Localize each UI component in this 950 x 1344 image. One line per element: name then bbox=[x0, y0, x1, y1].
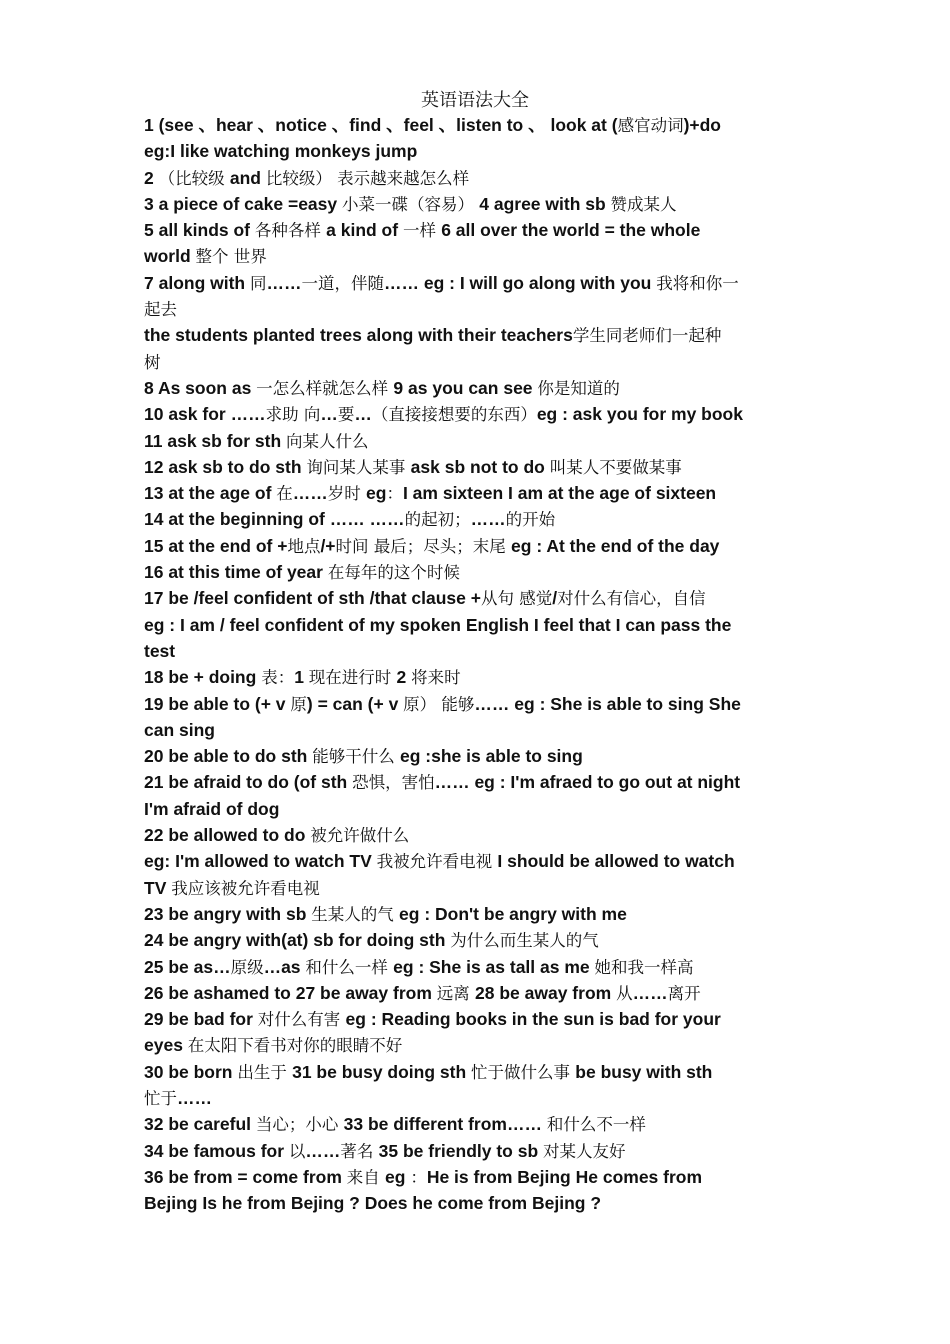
chinese-text: ： bbox=[410, 1167, 427, 1187]
text-line bbox=[144, 638, 816, 664]
chinese-text: 她和我一样高 bbox=[594, 957, 694, 977]
text-line bbox=[144, 349, 816, 375]
chinese-text: 忙于做什么事 bbox=[471, 1062, 576, 1082]
text-line bbox=[144, 612, 816, 638]
text-line bbox=[144, 717, 816, 743]
english-text: 4 agree with sb bbox=[479, 193, 611, 214]
chinese-text: 的开始 bbox=[505, 510, 556, 530]
chinese-text: ： bbox=[386, 484, 403, 504]
chinese-text: 将来时 bbox=[411, 668, 461, 688]
chinese-text: 恐惧，害怕 bbox=[352, 773, 435, 793]
chinese-text: （比较级 bbox=[158, 168, 230, 188]
english-text: eg : I am / feel confident of my spoken English I feel that I can pass the bbox=[144, 614, 732, 635]
english-text: 18 be + doing bbox=[144, 667, 262, 688]
english-text: 2 bbox=[396, 667, 412, 688]
chinese-text: 一道，伴随 bbox=[301, 273, 384, 293]
english-text: I should be allowed to watch bbox=[497, 851, 735, 872]
english-text: …… eg : She is able to sing She bbox=[474, 693, 741, 714]
english-text: 3 a piece of cake =easy bbox=[144, 193, 342, 214]
english-text: 8 As soon as bbox=[144, 377, 257, 398]
chinese-text: 在每年的这个时候 bbox=[327, 563, 460, 583]
chinese-text: （直接接想要的东西） bbox=[371, 405, 537, 425]
text-line bbox=[144, 480, 816, 506]
text-line bbox=[144, 875, 816, 901]
english-text: …… eg : I will go along with you bbox=[383, 272, 657, 293]
chinese-text: 感官动词 bbox=[617, 116, 684, 135]
english-text: and bbox=[229, 167, 266, 188]
chinese-text: 原级 bbox=[230, 957, 264, 977]
english-text: )+do bbox=[683, 115, 721, 135]
chinese-text: 我应该被允许看电视 bbox=[171, 878, 320, 898]
english-text: 34 be famous for bbox=[144, 1140, 289, 1161]
text-line bbox=[144, 375, 816, 401]
text-line bbox=[144, 112, 816, 138]
english-text: … bbox=[354, 404, 372, 425]
chinese-text: 从 bbox=[616, 983, 633, 1003]
text-line bbox=[144, 980, 816, 1006]
chinese-text: 我将和你一 bbox=[656, 273, 739, 293]
chinese-text: 小菜一碟（容易） bbox=[342, 194, 480, 214]
chinese-text: 要 bbox=[337, 405, 355, 425]
english-text: I'm afraid of dog bbox=[144, 798, 280, 819]
text-line bbox=[144, 1032, 816, 1058]
english-text: ) = can (+ v bbox=[306, 693, 404, 714]
chinese-text: 的起初； bbox=[404, 510, 471, 530]
english-text: ask sb not to do bbox=[410, 456, 550, 477]
english-text: eyes bbox=[144, 1035, 188, 1056]
chinese-text: 叫某人不要做某事 bbox=[549, 457, 682, 477]
chinese-text: 你是知道的 bbox=[537, 378, 620, 398]
english-text: 25 be as… bbox=[144, 956, 231, 977]
chinese-text: 原 bbox=[290, 694, 307, 714]
english-text: 21 be afraid to do (of sth bbox=[144, 772, 353, 793]
chinese-text: 在太阳下看书对你的眼睛不好 bbox=[187, 1036, 403, 1056]
english-text: be busy with sth bbox=[575, 1061, 713, 1082]
english-text: world bbox=[144, 246, 196, 267]
english-text: 32 be careful bbox=[144, 1114, 256, 1135]
text-line bbox=[144, 1059, 816, 1085]
english-text: eg bbox=[366, 483, 387, 504]
english-text: 11 ask sb for sth bbox=[144, 430, 287, 451]
english-text: the students planted trees along with their teachers bbox=[144, 325, 573, 346]
english-text: 5 all kinds of bbox=[144, 220, 255, 241]
english-text: 24 be angry with(at) sb for doing sth bbox=[144, 930, 451, 951]
english-text: …as bbox=[263, 956, 306, 977]
chinese-text: 表： bbox=[261, 668, 295, 688]
text-line bbox=[144, 1138, 816, 1164]
chinese-text: 询问某人某事 bbox=[306, 457, 411, 477]
english-text: /+ bbox=[320, 535, 336, 556]
english-text: 22 be allowed to do bbox=[144, 825, 311, 846]
document-title: 英语语法大全 bbox=[421, 90, 529, 111]
english-text: eg : ask you for my book bbox=[536, 404, 743, 425]
text-line bbox=[144, 743, 816, 769]
english-text: TV bbox=[144, 877, 172, 898]
english-text: eg : Reading books in the sun is bad for your bbox=[345, 1009, 721, 1030]
chinese-text: 被允许做什么 bbox=[310, 826, 410, 846]
english-text: …… bbox=[266, 272, 302, 293]
chinese-text: 一怎么样就怎么样 bbox=[256, 378, 394, 398]
english-text: 10 ask for …… bbox=[144, 404, 266, 425]
english-text: …… eg : I'm afraed to go out at night bbox=[434, 772, 741, 793]
english-text: 16 at this time of year bbox=[144, 562, 328, 583]
text-line bbox=[144, 901, 816, 927]
chinese-text: 和什么一样 bbox=[305, 957, 394, 977]
chinese-text: 时间 最后；尽头；末尾 bbox=[335, 536, 512, 556]
chinese-text: 比较级） 表示越来越怎么样 bbox=[265, 168, 470, 188]
chinese-text: 同 bbox=[249, 273, 267, 293]
english-text: eg : Don't be angry with me bbox=[399, 903, 627, 924]
english-text: 20 be able to do sth bbox=[144, 746, 313, 767]
english-text: … bbox=[320, 404, 338, 425]
text-line bbox=[144, 296, 816, 322]
text-line bbox=[144, 506, 816, 532]
text-line bbox=[144, 1006, 816, 1032]
chinese-text: 远离 bbox=[436, 983, 476, 1003]
text-line bbox=[144, 270, 816, 296]
chinese-text: 岁时 bbox=[327, 484, 367, 504]
chinese-text: 学生同老师们一起种 bbox=[572, 326, 722, 346]
english-text: test bbox=[144, 640, 176, 661]
chinese-text: 原） 能够 bbox=[403, 694, 475, 714]
english-text: …… bbox=[632, 982, 668, 1003]
english-text: …… bbox=[177, 1087, 212, 1108]
chinese-text: 在 bbox=[276, 484, 293, 504]
chinese-text: 著名 bbox=[340, 1141, 379, 1161]
document-body bbox=[144, 112, 816, 1216]
chinese-text: 我被允许看电视 bbox=[376, 852, 498, 872]
chinese-text: 对某人友好 bbox=[543, 1141, 626, 1161]
english-text: eg bbox=[385, 1166, 411, 1187]
chinese-text: 当心；小心 bbox=[255, 1115, 344, 1135]
english-text: I am sixteen I am at the age of sixteen bbox=[402, 483, 717, 504]
chinese-text: 能够干什么 bbox=[312, 747, 400, 767]
text-line bbox=[144, 165, 816, 191]
chinese-text: 一样 bbox=[402, 221, 442, 241]
english-text: …… bbox=[305, 1140, 341, 1161]
english-text: 33 be different from…… bbox=[343, 1114, 547, 1135]
text-line bbox=[144, 217, 816, 243]
english-text: eg:I like watching monkeys jump bbox=[144, 141, 418, 162]
english-text: 30 be born bbox=[144, 1061, 238, 1082]
text-line bbox=[144, 533, 816, 559]
english-text: Bejing Is he from Bejing ? Does he come from Bejing ? bbox=[144, 1193, 602, 1214]
english-text: 1 bbox=[294, 667, 309, 688]
text-line bbox=[144, 664, 816, 690]
text-line bbox=[144, 322, 816, 348]
chinese-text: 各种各样 bbox=[254, 221, 327, 241]
text-line bbox=[144, 401, 816, 427]
english-text: 2 bbox=[144, 167, 159, 188]
text-line bbox=[144, 1111, 816, 1137]
chinese-text: 以 bbox=[288, 1141, 306, 1161]
chinese-text: 对什么有信心，自信 bbox=[557, 589, 706, 609]
english-text: eg :she is able to sing bbox=[399, 746, 583, 767]
text-line bbox=[144, 138, 816, 164]
text-line bbox=[144, 585, 816, 611]
chinese-text: 起去 bbox=[144, 300, 177, 320]
english-text: 19 be able to (+ v bbox=[144, 693, 291, 714]
english-text: 36 be from = come from bbox=[144, 1166, 347, 1187]
chinese-text: 地点 bbox=[287, 536, 321, 556]
chinese-text: 来自 bbox=[346, 1167, 386, 1187]
english-text: 26 be ashamed to 27 be away from bbox=[144, 982, 437, 1003]
text-line bbox=[144, 769, 816, 795]
english-text: 29 be bad for bbox=[144, 1009, 258, 1030]
english-text: 14 at the beginning of …… …… bbox=[144, 509, 405, 530]
text-line bbox=[144, 1164, 816, 1190]
chinese-text: 向某人什么 bbox=[286, 431, 369, 451]
english-text: 7 along with bbox=[144, 272, 250, 293]
text-line bbox=[144, 559, 816, 585]
english-text: 12 ask sb to do sth bbox=[144, 456, 307, 477]
chinese-text: 对什么有害 bbox=[257, 1010, 346, 1030]
text-line bbox=[144, 428, 816, 454]
chinese-text: 和什么不一样 bbox=[546, 1115, 646, 1135]
english-text: eg : She is as tall as me bbox=[393, 956, 595, 977]
english-text: 9 as you can see bbox=[393, 377, 538, 398]
english-text: eg: I'm allowed to watch TV bbox=[144, 851, 377, 872]
text-line bbox=[144, 848, 816, 874]
text-line bbox=[144, 1085, 816, 1111]
english-text: 15 at the end of + bbox=[144, 535, 288, 556]
text-line bbox=[144, 927, 816, 953]
chinese-text: 生某人的气 bbox=[311, 904, 400, 924]
chinese-text: 忙于 bbox=[144, 1088, 177, 1108]
english-text: 35 be friendly to sb bbox=[378, 1140, 544, 1161]
english-text: / bbox=[552, 588, 558, 609]
text-line bbox=[144, 691, 816, 717]
english-text: 17 be /feel confident of sth /that clause + bbox=[144, 588, 481, 609]
english-text: 1 (see 、hear 、notice 、find 、feel 、listen to 、 look at ( bbox=[144, 115, 618, 135]
chinese-text: 现在进行时 bbox=[308, 668, 397, 688]
english-text: can sing bbox=[144, 719, 215, 740]
text-line bbox=[144, 191, 816, 217]
english-text: 6 all over the world = the whole bbox=[441, 220, 701, 241]
chinese-text: 离开 bbox=[667, 983, 701, 1003]
english-text: eg : At the end of the day bbox=[511, 535, 720, 556]
chinese-text: 为什么而生某人的气 bbox=[450, 931, 599, 951]
chinese-text: 赞成某人 bbox=[610, 194, 677, 214]
text-line bbox=[144, 954, 816, 980]
chinese-text: 从句 感觉 bbox=[480, 589, 553, 609]
english-text: 23 be angry with sb bbox=[144, 903, 312, 924]
chinese-text: 树 bbox=[144, 352, 161, 372]
english-text: a kind of bbox=[326, 220, 403, 241]
text-line bbox=[144, 1190, 816, 1216]
english-text: He is from Bejing He comes from bbox=[426, 1166, 703, 1187]
english-text: 28 be away from bbox=[475, 982, 617, 1003]
chinese-text: 出生于 bbox=[237, 1062, 293, 1082]
text-line bbox=[144, 243, 816, 269]
text-line bbox=[144, 796, 816, 822]
english-text: …… bbox=[470, 509, 506, 530]
text-line bbox=[144, 454, 816, 480]
english-text: 31 be busy doing sth bbox=[292, 1061, 472, 1082]
english-text: …… bbox=[292, 483, 328, 504]
english-text: 13 at the age of bbox=[144, 483, 277, 504]
chinese-text: 求助 向 bbox=[265, 405, 321, 425]
text-line bbox=[144, 822, 816, 848]
chinese-text: 整个 世界 bbox=[195, 247, 267, 267]
